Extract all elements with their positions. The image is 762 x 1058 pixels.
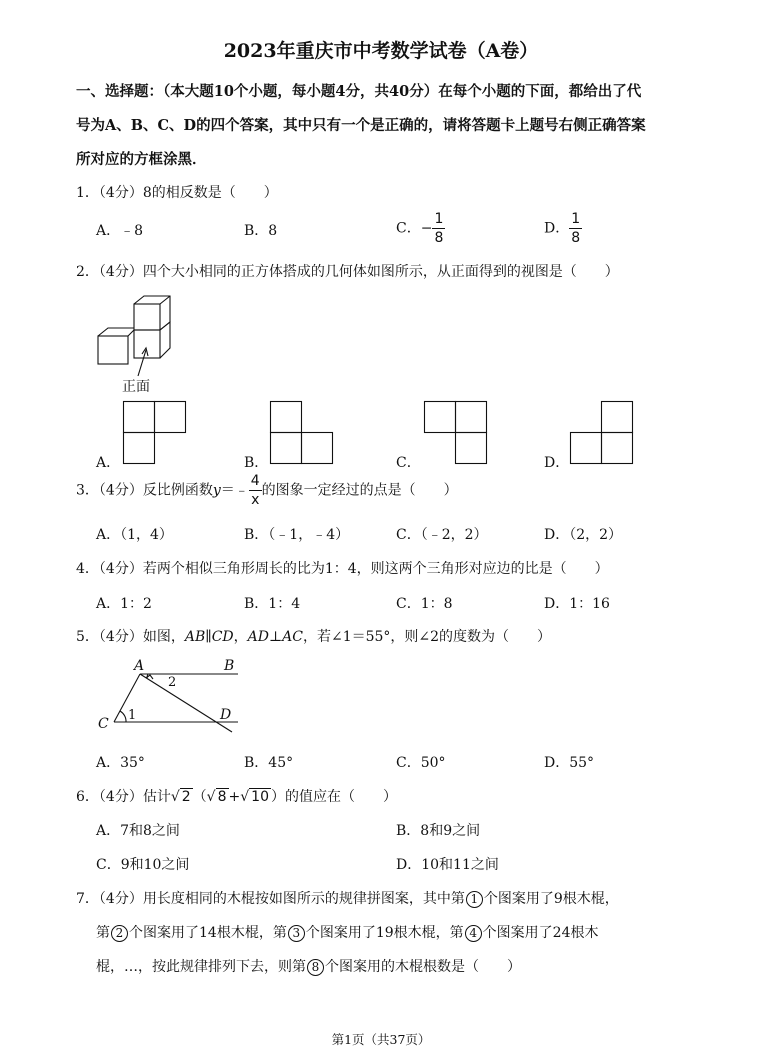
q1-option-d bbox=[544, 212, 582, 245]
q7-line1 bbox=[76, 888, 619, 908]
q3-option-c: C．（﹣2，2） bbox=[396, 527, 488, 543]
q7-line1-text-a: 7．（4分）用长度相同的木棍按如图所示的规律拼图案，其中第 bbox=[76, 891, 465, 907]
circled-number: 8 bbox=[307, 959, 324, 976]
q2-cube-figure bbox=[96, 294, 176, 370]
q2-option-a: A． bbox=[96, 455, 121, 471]
q2-option-d: D． bbox=[544, 455, 570, 471]
circled-number: 3 bbox=[288, 925, 305, 942]
circled-number: 1 bbox=[466, 891, 483, 908]
q1-stem: 1．（4分）8的相反数是（ ） bbox=[76, 185, 278, 201]
q6-sqrt-sign: √ bbox=[170, 789, 180, 805]
q2-figure-label: 正面 bbox=[122, 379, 150, 395]
q1-option-c-sign: − bbox=[420, 220, 433, 237]
q3-option-a: A．（1，4） bbox=[96, 527, 173, 543]
q5-option-a: A．35° bbox=[96, 755, 145, 771]
section-header-line1: 一、选择题：（本大题10个小题，每小题4分，共40分）在每个小题的下面，都给出了代 bbox=[76, 83, 642, 100]
q4-stem: 4．（4分）若两个相似三角形周长的比为1：4，则这两个三角形对应边的比是（ ） bbox=[76, 561, 609, 577]
q1-option-a: A．﹣8 bbox=[96, 223, 144, 239]
q5-option-b: B．45° bbox=[244, 755, 294, 771]
page-title: 2023年重庆市中考数学试卷（A卷） bbox=[223, 40, 539, 62]
q6-stem-prefix: 6．（4分）估计 bbox=[76, 789, 171, 805]
q3-option-d: D．（2，2） bbox=[544, 527, 623, 543]
q7-line2-text-b: 个图案用了14根木棍，第 bbox=[129, 925, 287, 941]
q7-line3-text-b: 个图案用的木棍根数是（ ） bbox=[325, 959, 521, 975]
q5-condition-parallel: AB∥CD bbox=[184, 629, 234, 645]
q5-stem-prefix: 5．（4分）如图， bbox=[76, 629, 185, 645]
q4-option-b: B．1：4 bbox=[244, 596, 301, 612]
q1-option-c-prefix: C． bbox=[396, 220, 421, 237]
q3-stem-prefix: 3．（4分）反比例函数 bbox=[76, 482, 213, 499]
q6-radicand-2: 8 bbox=[217, 789, 227, 805]
fraction-numerator: 1 bbox=[434, 211, 444, 227]
q1-option-c-fraction bbox=[432, 212, 445, 245]
q7-line2 bbox=[96, 922, 598, 942]
q7-line2-text-d: 个图案用了24根 bbox=[482, 925, 585, 941]
q2-option-c: C． bbox=[396, 455, 421, 471]
q5-angle-2-label: 2 bbox=[168, 675, 177, 690]
q3-stem bbox=[76, 474, 458, 507]
q1-option-d-prefix: D． bbox=[544, 220, 570, 237]
fraction-denominator: 8 bbox=[571, 230, 581, 246]
q7-line2-text-c: 个图案用了19根木棍，第 bbox=[305, 925, 464, 941]
q7-line2-text-a: 第 bbox=[96, 925, 110, 941]
q5-label-c: C bbox=[98, 716, 109, 732]
q6-close-paren: ） bbox=[271, 789, 285, 805]
circled-number: 4 bbox=[465, 925, 482, 942]
q2-option-b-figure bbox=[270, 401, 333, 464]
q5-separator: ， bbox=[233, 629, 248, 645]
q6-sqrt-sign: √ bbox=[206, 789, 216, 805]
q3-stem-suffix: 的图象一定经过的点是（ ） bbox=[261, 482, 458, 499]
q5-geometry-figure bbox=[96, 656, 246, 736]
q6-radicand-1: 2 bbox=[181, 789, 191, 805]
page-footer: 第1页（共37页） bbox=[331, 1032, 431, 1047]
q4-option-c: C．1：8 bbox=[396, 596, 453, 612]
q5-condition-perpendicular: AD⊥AC bbox=[247, 629, 303, 645]
q3-variable-y: y bbox=[212, 482, 221, 499]
q7-line2-text-e: 木 bbox=[584, 925, 599, 941]
q5-stem bbox=[76, 626, 551, 646]
q2-stem: 2．（4分）四个大小相同的正方体搭成的几何体如图所示，从正面得到的视图是（ ） bbox=[76, 264, 619, 280]
q2-option-b: B． bbox=[244, 455, 269, 471]
q6-option-a: A．7和8之间 bbox=[96, 823, 180, 839]
q5-angle-1-label: 1 bbox=[128, 708, 137, 723]
q3-fraction bbox=[249, 474, 262, 507]
q3-option-b: B．（﹣1，﹣4） bbox=[244, 527, 350, 543]
q6-radicand-3: 10 bbox=[251, 789, 269, 805]
q4-option-a: A．1：2 bbox=[96, 596, 152, 612]
q6-option-b: B．8和9之间 bbox=[396, 823, 481, 839]
q5-option-d: D．55° bbox=[544, 755, 595, 771]
q1-option-c bbox=[396, 212, 445, 245]
q7-line3 bbox=[96, 956, 521, 976]
q6-option-c: C．9和10之间 bbox=[96, 857, 190, 873]
fraction-numerator: 4 bbox=[250, 473, 260, 489]
q6-sqrt-sign: √ bbox=[240, 789, 250, 805]
section-header-line3: 所对应的方框涂黑． bbox=[76, 151, 207, 168]
circled-number: 2 bbox=[111, 925, 128, 942]
q6-stem-suffix: 的值应在（ ） bbox=[285, 789, 397, 805]
q3-equals: ＝﹣ bbox=[220, 482, 249, 499]
q6-open-paren: （ bbox=[192, 789, 207, 805]
q2-option-a-figure bbox=[123, 401, 186, 464]
q5-stem-suffix: ，若∠1＝55°，则∠2的度数为（ ） bbox=[302, 629, 552, 645]
q1-option-d-fraction bbox=[569, 212, 582, 245]
q2-option-d-figure bbox=[570, 401, 633, 464]
q5-label-b: B bbox=[224, 658, 235, 674]
q5-label-d: D bbox=[220, 707, 232, 723]
q1-option-b: B．8 bbox=[244, 223, 278, 239]
q5-label-a: A bbox=[134, 658, 145, 674]
fraction-denominator: 8 bbox=[434, 230, 444, 246]
q6-plus: + bbox=[228, 789, 241, 805]
fraction-denominator: x bbox=[251, 492, 260, 508]
q4-option-d: D．1：16 bbox=[544, 596, 610, 612]
q6-option-d: D．10和11之间 bbox=[396, 857, 499, 873]
q2-option-c-figure bbox=[424, 401, 487, 464]
q7-line1-text-b: 个图案用了9根木棍， bbox=[483, 891, 619, 907]
q7-line3-text-a: 棍，…，按此规律排列下去，则第 bbox=[96, 959, 306, 975]
section-header-line2: 号为A、B、C、D的四个答案，其中只有一个是正确的，请将答题卡上题号右侧正确答案 bbox=[76, 117, 646, 134]
q5-option-c: C．50° bbox=[396, 755, 446, 771]
fraction-numerator: 1 bbox=[571, 211, 581, 227]
q6-stem bbox=[76, 786, 397, 806]
